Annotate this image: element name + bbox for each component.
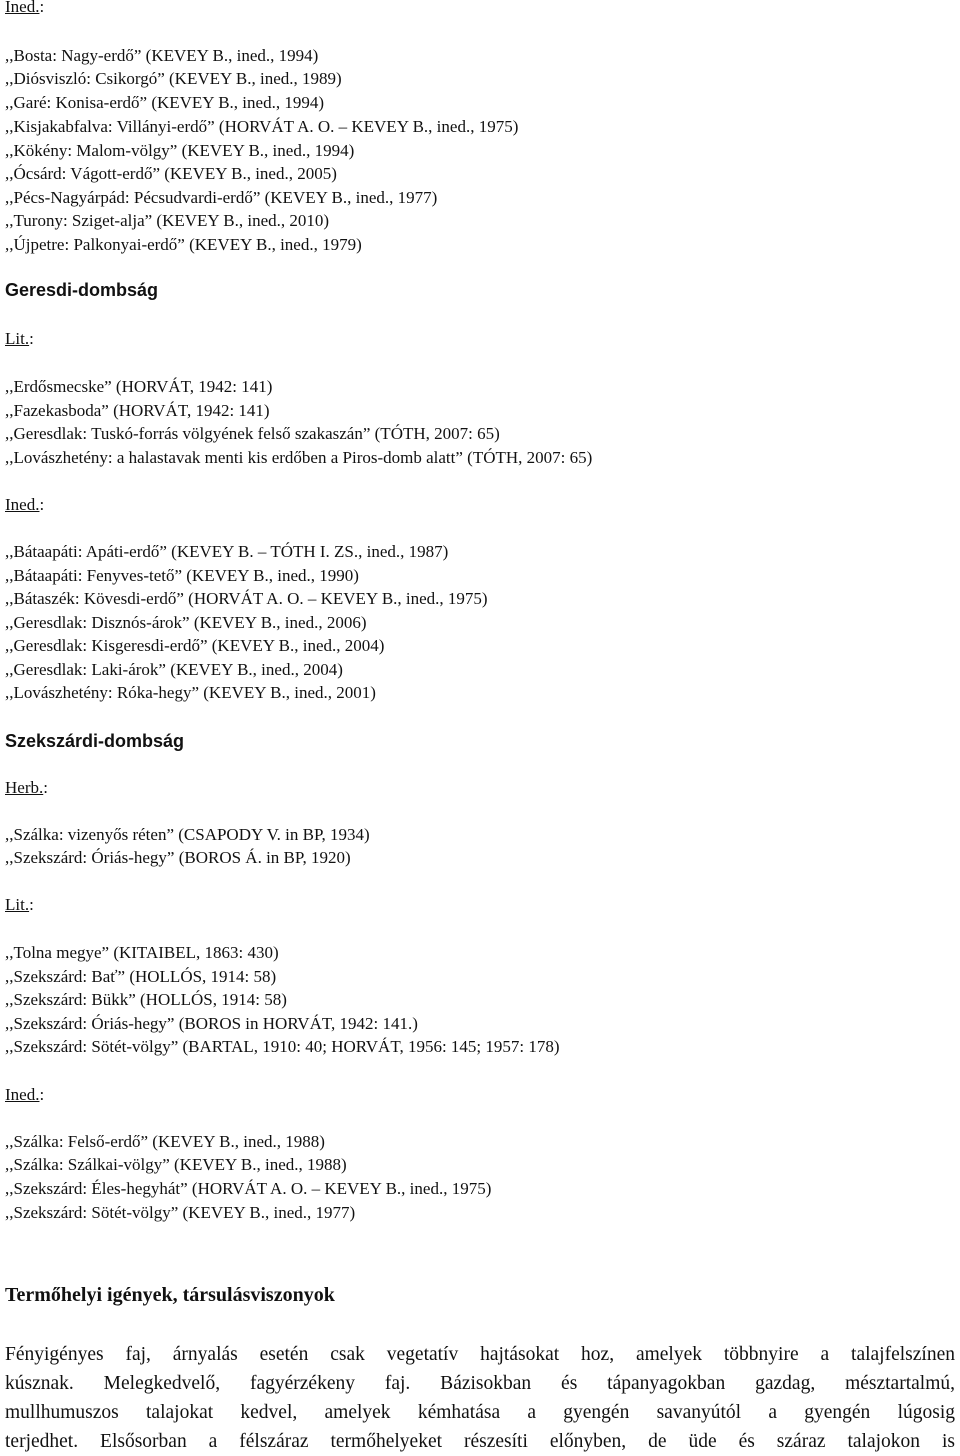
- ined-label-suffix: :: [39, 0, 45, 16]
- list-item: ,,Lovászhetény: a halastavak menti kis erdőben a Piros-domb alatt” (TÓTH, 2007: 65): [5, 448, 593, 467]
- section-heading-szekszardi: Szekszárdi-dombság: [5, 731, 185, 751]
- lit-label: [5, 895, 34, 915]
- ined-label: [5, 1085, 44, 1105]
- list-item: ,,Újpetre: Palkonyai-erdő” (KEVEY B., ined., 1979): [5, 235, 362, 254]
- list-item: ,,Bátaapáti: Apáti-erdő” (KEVEY B. – TÓTH I. ZS., ined., 1987): [5, 542, 449, 561]
- ined-label-word: Ined.: [5, 0, 40, 16]
- ined-label: [5, 0, 44, 17]
- list-item: ,,Fazekasboda” (HORVÁT, 1942: 141): [5, 401, 270, 420]
- list-item: ,,Szekszárd: Sötét-völgy” (KEVEY B., ined., 1977): [5, 1203, 356, 1222]
- list-item: ,,Diósviszló: Csikorgó” (KEVEY B., ined., 1989): [5, 69, 342, 88]
- list-item: ,,Szekszárd: Óriás-hegy” (BOROS Á. in BP, 1920): [5, 848, 351, 867]
- list-item: ,,Bátaapáti: Fenyves-tető” (KEVEY B., ined., 1990): [5, 566, 359, 585]
- list-item: ,,Erdősmecske” (HORVÁT, 1942: 141): [5, 377, 273, 396]
- list-item: ,,Bosta: Nagy-erdő” (KEVEY B., ined., 1994): [5, 46, 319, 65]
- list-item: ,,Geresdlak: Laki-árok” (KEVEY B., ined., 2004): [5, 660, 343, 679]
- ined-label-suffix: :: [39, 1085, 45, 1104]
- list-item: ,,Tolna megye” (KITAIBEL, 1863: 430): [5, 943, 279, 962]
- lit-label: [5, 329, 34, 349]
- section-heading-geresdi: Geresdi-dombság: [5, 280, 159, 300]
- ined-label-word: Ined.: [5, 495, 40, 514]
- lit-label-word: Lit.: [5, 895, 30, 914]
- body-paragraph: [5, 1340, 955, 1456]
- paragraph-line: kúsznak. Melegkedvelő, fagyérzékeny faj. Bázisokban és tápanyagokban gazdag, mésztartalmú,: [5, 1373, 955, 1394]
- list-item: ,,Szálka: Felső-erdő” (KEVEY B., ined., 1988): [5, 1132, 325, 1151]
- list-item: ,,Szálka: Szálkai-völgy” (KEVEY B., ined., 1988): [5, 1155, 347, 1174]
- paragraph-line: terjedhet. Elsősorban a félszáraz termőhelyeket részesíti előnyben, de üde és száraz talajokon is: [5, 1431, 955, 1452]
- list-item: ,,Szekszárd: Bať” (HOLLÓS, 1914: 58): [5, 967, 277, 986]
- list-item: ,,Geresdlak: Tuskó-forrás völgyének felső szakaszán” (TÓTH, 2007: 65): [5, 424, 500, 443]
- list-item: ,,Geresdlak: Kisgeresdi-erdő” (KEVEY B., ined., 2004): [5, 636, 385, 655]
- list-item: ,,Geresdlak: Disznós-árok” (KEVEY B., ined., 2006): [5, 613, 367, 632]
- ined-label: [5, 495, 44, 515]
- list-item: ,,Garé: Konisa-erdő” (KEVEY B., ined., 1994): [5, 93, 324, 112]
- lit-label-suffix: :: [29, 895, 34, 914]
- list-item: ,,Szekszárd: Óriás-hegy” (BOROS in HORVÁT, 1942: 141.): [5, 1014, 418, 1033]
- list-item: ,,Szekszárd: Éles-hegyhát” (HORVÁT A. O. – KEVEY B., ined., 1975): [5, 1179, 492, 1198]
- section-heading-termohelyi: Termőhelyi igények, társulásviszonyok: [5, 1284, 335, 1306]
- paragraph-line: mullhumuszos talajokat kedvel, amelyek kémhatása a gyengén savanyútól a gyengén lúgosig: [5, 1402, 955, 1423]
- list-item: ,,Kisjakabfalva: Villányi-erdő” (HORVÁT A. O. – KEVEY B., ined., 1975): [5, 117, 519, 136]
- lit-label-word: Lit.: [5, 329, 30, 348]
- lit-label-suffix: :: [29, 329, 34, 348]
- list-item: ,,Lovászhetény: Róka-hegy” (KEVEY B., ined., 2001): [5, 683, 376, 702]
- list-item: ,,Szekszárd: Sötét-völgy” (BARTAL, 1910: 40; HORVÁT, 1956: 145; 1957: 178): [5, 1037, 560, 1056]
- list-item: ,,Bátaszék: Kövesdi-erdő” (HORVÁT A. O. – KEVEY B., ined., 1975): [5, 589, 488, 608]
- list-item: ,,Szekszárd: Bükk” (HOLLÓS, 1914: 58): [5, 990, 287, 1009]
- herb-label: [5, 778, 48, 798]
- list-item: ,,Kökény: Malom-völgy” (KEVEY B., ined., 1994): [5, 141, 355, 160]
- paragraph-line: Fényigényes faj, árnyalás esetén csak vegetatív hajtásokat hoz, amelyek többnyire a talajfelszínen: [5, 1344, 955, 1365]
- list-item: ,,Turony: Sziget-alja” (KEVEY B., ined., 2010): [5, 211, 330, 230]
- ined-label-word: Ined.: [5, 1085, 40, 1104]
- list-item: ,,Szálka: vizenyős réten” (CSAPODY V. in BP, 1934): [5, 825, 370, 844]
- herb-label-suffix: :: [43, 778, 48, 797]
- list-item: ,,Ócsárd: Vágott-erdő” (KEVEY B., ined., 2005): [5, 164, 337, 183]
- ined-label-suffix: :: [39, 495, 45, 514]
- list-item: ,,Pécs-Nagyárpád: Pécsudvardi-erdő” (KEVEY B., ined., 1977): [5, 188, 438, 207]
- herb-label-word: Herb.: [5, 778, 44, 797]
